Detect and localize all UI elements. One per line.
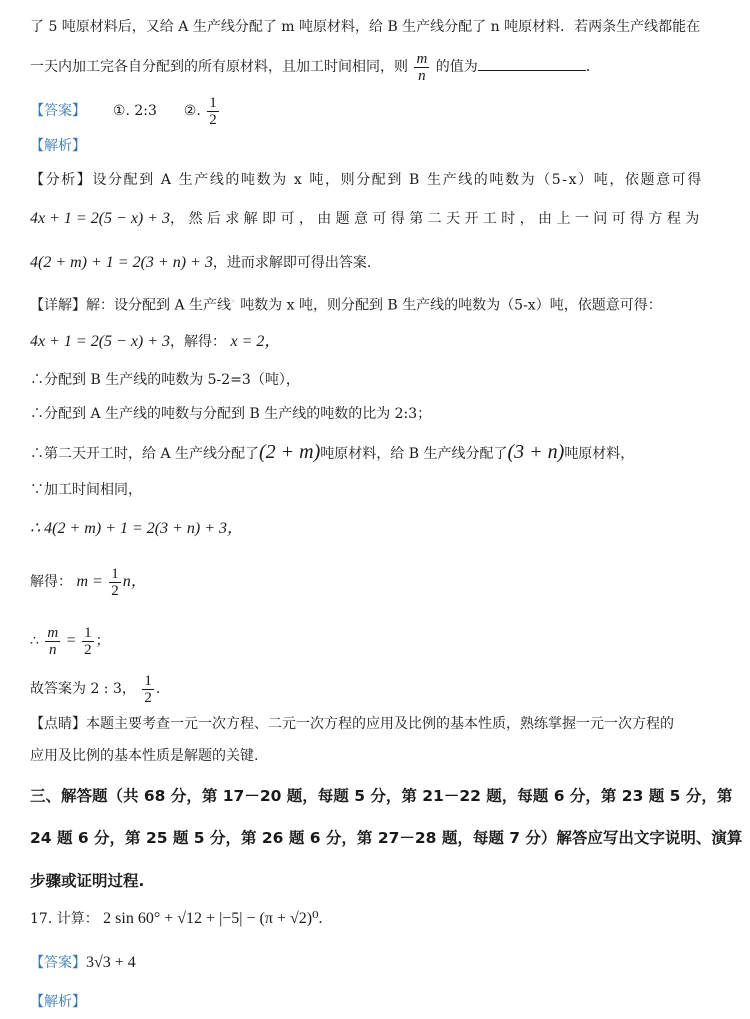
text-span: 吨原材料， [564,446,635,462]
equation-result: x = 2， [230,333,281,350]
equation: m = [76,573,103,590]
answer-16 [30,94,728,128]
detail-line-7: ∴ 4(2 + m) + 1 = 2(3 + n) + 3， [30,520,244,537]
fraction-numerator: 1 [111,565,119,582]
equals-sign: = [66,632,76,649]
text-span: 解得： [30,574,72,590]
text-span: ∴ [30,633,39,649]
text-span: . [155,681,161,697]
fraction-numerator: m [47,624,59,641]
text-span: 本题主要考查一元一次方程、二元一次方程的应用及比例的基本性质，熟练掌握一元一次方程的 [86,716,674,732]
detail-line-6: ∵加工时间相同， [30,482,142,498]
fraction-one-half [109,566,121,599]
section-heading-line-1: 三、解答题（共 68 分，第 17－20 题，每题 5 分，第 21－22 题，每题 6 分，第 23 题 5 分，第 [30,787,733,805]
detail-line-8 [30,563,728,601]
fraction-m-over-n [45,625,60,658]
question-label: 17. 计算： [30,911,99,927]
question-17 [30,906,728,932]
detail-line-10 [30,670,728,708]
answer-value: 3√3 + 4 [86,954,136,971]
detail-tag: 【详解】 [30,297,86,314]
fraction-denominator: 2 [209,111,217,128]
text-line-fraction [30,50,728,84]
fraction-m-over-n [414,51,429,84]
fraction-denominator: n [45,641,60,658]
fraction-denominator: 2 [111,582,119,599]
fenxi-line-1 [30,170,728,190]
equation: 4x + 1 = 2(5 − x) + 3 [30,333,171,350]
answer-17 [30,950,728,976]
text-span: 设分配到 A 生产线的吨数为 x 吨，则分配到 B 生产线的吨数为（5-x）吨，依题意可得 [92,172,703,188]
detail-line-5 [30,440,728,466]
text-span: ； [95,633,110,649]
equation: 4(2 + m) + 1 = 2(3 + n) + 3 [30,254,213,271]
dianjing-tag: 【点睛】 [30,716,86,732]
analysis-tag: 【解析】 [30,138,86,154]
analysis-tag: 【解析】 [30,994,86,1010]
text-line: 了 5 吨原材料后，又给 A 生产线分配了 m 吨原材料，给 B 生产线分配了 n 吨原材料．若两条生产线都能在 [30,19,701,35]
fraction-one-half [207,95,219,128]
section-heading-line-3: 步骤或证明过程. [30,872,145,890]
fraction-numerator: 1 [84,624,92,641]
answer-blank [478,56,586,71]
fraction-denominator: 2 [84,641,92,658]
equation: 4x + 1 = 2(5 − x) + 3 [30,210,171,227]
text-span: ，解得： [170,334,227,350]
text-span: . [585,59,591,75]
text-span: ，然后求解即可，由题意可得第二天开工时，由上一问可得方程为 [170,211,704,227]
text-span: 一天内加工完各自分配到的所有原材料，且加工时间相同，则 [30,59,408,75]
answer-part-2-prefix: ②. [183,103,201,119]
dianjing-line-2: 应用及比例的基本性质是解题的关键. [30,748,259,764]
question-expression: 2 sin 60° + √12 + |−5| − (π + √2)⁰. [103,910,323,927]
fraction-numerator: 1 [209,94,217,111]
equation: (3 + n) [507,441,565,463]
detail-line-4: ∴分配到 A 生产线的吨数与分配到 B 生产线的吨数的比为 2:3； [30,406,432,422]
fenxi-tag: 【分析】 [30,172,93,188]
fraction-denominator: n [414,67,429,84]
equation: n， [122,573,147,590]
text-span: ，进而求解即可得出答案. [212,255,372,271]
answer-tag: 【答案】 [30,103,86,119]
fraction-denominator: 2 [144,689,152,706]
detail-line-9 [30,622,728,660]
text-span: 吨原材料，给 B 生产线分配了 [320,446,508,462]
equation: (2 + m) [259,441,321,463]
text-span: 故答案为 2 : 3， [30,681,136,697]
text-span: 的值为 [435,59,478,75]
fraction-one-half [142,673,154,706]
text-span: 解：设分配到 A 生产线 [86,297,232,314]
fraction-numerator: 1 [144,672,152,689]
answer-tag: 【答案】 [30,955,86,971]
detail-line-3: ∴分配到 B 生产线的吨数为 5-2=3（吨）， [30,372,300,388]
detail-line-1: 【详解】解：设分配到 A 生产线◦ 吨数为 x 吨，则分配到 B 生产线的吨数为（5-x）吨，依题意可得： [30,297,662,314]
fraction-numerator: m [416,50,428,67]
text-span: 吨数为 x 吨，则分配到 B 生产线的吨数为（5-x）吨，依题意可得： [240,297,662,314]
fenxi-line-2 [30,207,728,231]
section-heading-line-2: 24 题 6 分，第 25 题 5 分，第 26 题 6 分，第 27－28 题，每题 7 分）解答应写出文字说明、演算 [30,829,743,847]
text-span: ∴第二天开工时，给 A 生产线分配了 [30,446,260,462]
fenxi-line-3 [30,251,728,275]
detail-line-2 [30,330,728,354]
fraction-one-half [82,625,94,658]
dianjing-line-1 [30,714,728,734]
answer-part-1: ①. 2:3 [112,103,157,119]
